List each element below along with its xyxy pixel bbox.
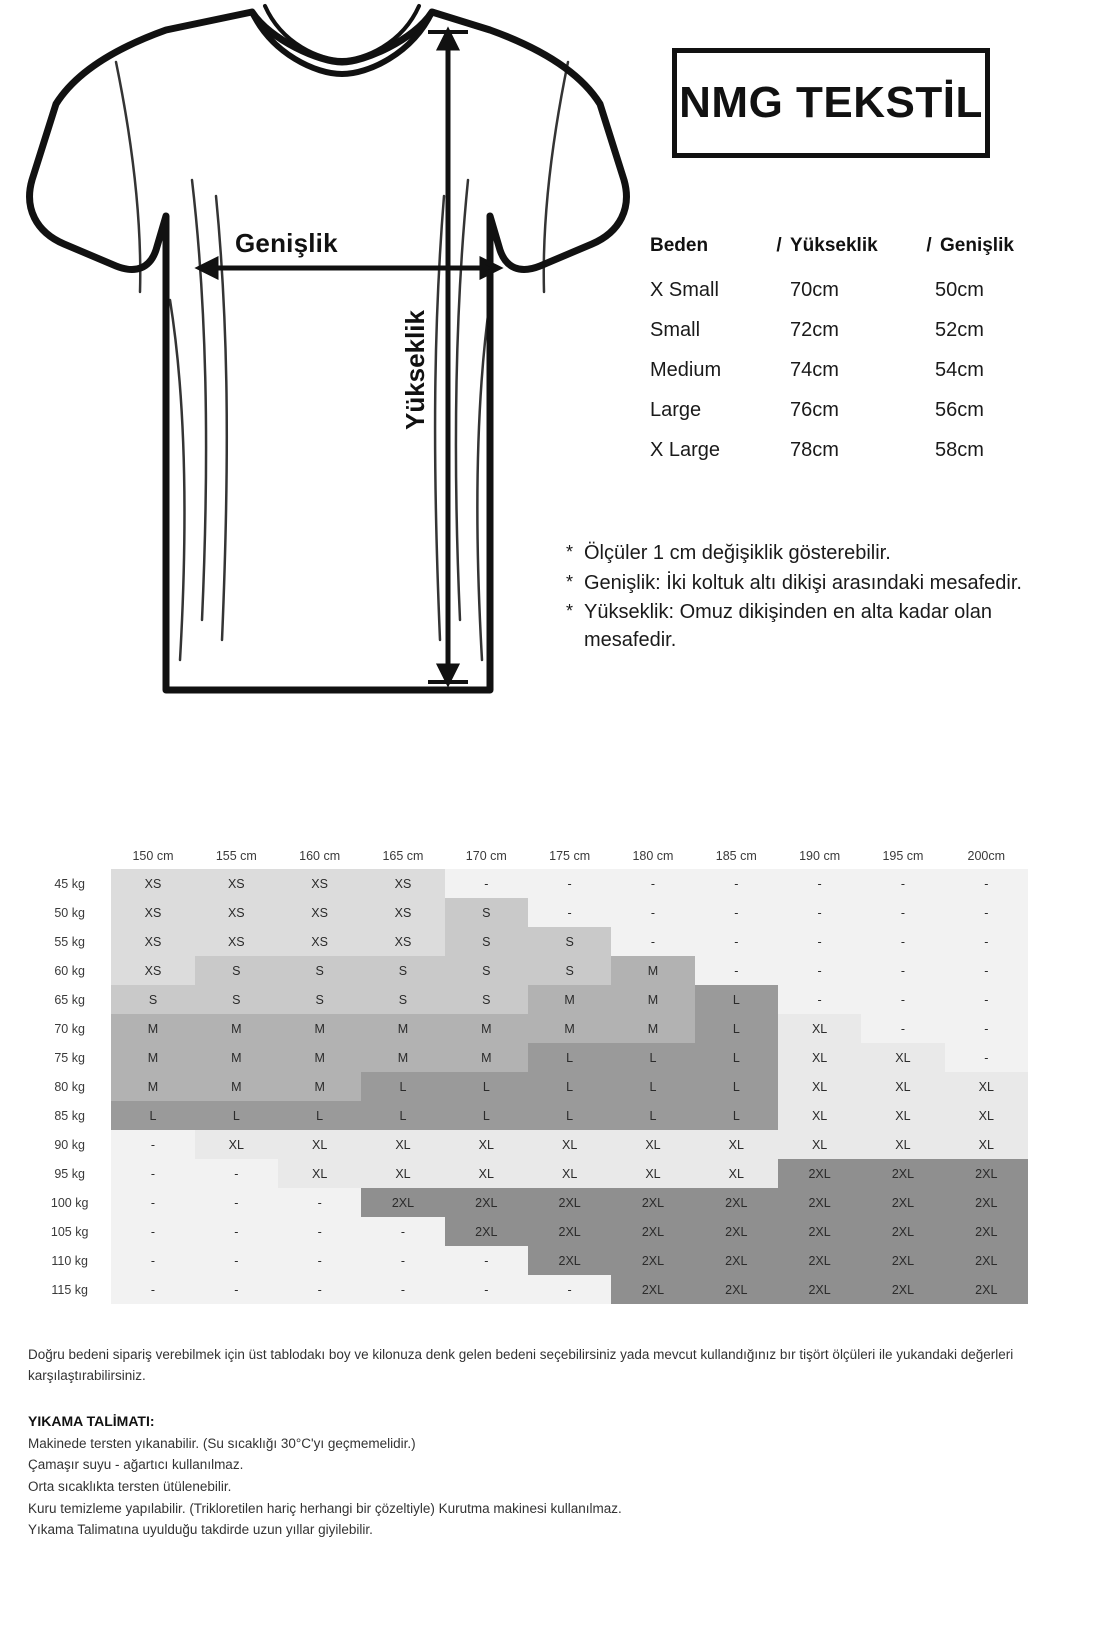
matrix-cell: L: [695, 1043, 778, 1072]
table-row: [650, 439, 1070, 479]
table-row: [28, 1188, 1028, 1217]
list-item: [566, 599, 1086, 654]
matrix-row-header: 105 kg: [50, 1224, 89, 1239]
matrix-cell: S: [445, 985, 528, 1014]
height-weight-size-matrix: [28, 843, 1028, 1304]
matrix-cell: L: [361, 1072, 444, 1101]
matrix-cell: -: [778, 898, 861, 927]
matrix-cell: -: [861, 985, 944, 1014]
matrix-cell: 2XL: [861, 1217, 944, 1246]
matrix-cell: -: [361, 1246, 444, 1275]
matrix-cell: M: [445, 1014, 528, 1043]
matrix-cell: XS: [195, 869, 278, 898]
matrix-cell: XS: [278, 898, 361, 927]
size-measurement-table: [650, 235, 1070, 479]
matrix-cell: 2XL: [445, 1217, 528, 1246]
matrix-column-header: 165 cm: [382, 849, 424, 863]
matrix-cell: XL: [528, 1159, 611, 1188]
matrix-cell: -: [778, 985, 861, 1014]
matrix-cell: XS: [278, 927, 361, 956]
wash-line: Çamaşır suyu - ağartıcı kullanılmaz.: [28, 1457, 244, 1473]
matrix-cell: -: [195, 1275, 278, 1304]
matrix-cell: M: [195, 1072, 278, 1101]
matrix-column-header: 180 cm: [632, 849, 674, 863]
matrix-cell: -: [195, 1188, 278, 1217]
matrix-cell: -: [611, 927, 694, 956]
matrix-cell: M: [611, 985, 694, 1014]
cell-width: 56cm: [935, 399, 984, 421]
brand-name: NMG TEKSTİL: [679, 78, 983, 127]
matrix-cell: L: [528, 1043, 611, 1072]
matrix-cell: M: [528, 985, 611, 1014]
matrix-row-header: 55 kg: [54, 934, 85, 949]
matrix-cell: -: [945, 1043, 1028, 1072]
matrix-cell: XS: [111, 956, 194, 985]
matrix-cell: XL: [611, 1159, 694, 1188]
matrix-column-header: 185 cm: [715, 849, 757, 863]
wash-instructions-title: YIKAMA TALİMATI:: [28, 1412, 155, 1429]
matrix-cell: XL: [778, 1072, 861, 1101]
cell-height: 76cm: [790, 399, 839, 421]
order-guidance-text: Doğru bedeni sipariş verebilmek için üst tablodakı boy ve kilonuza denk gelen bedeni seçebilirsiniz yada mevcut kullandığınız bır tişört ölçüleri ile yukandaki değerleri karşılaştırabilirsiniz.: [28, 1347, 1014, 1383]
wash-line: Makinede tersten yıkanabilir. (Su sıcaklığı 30°C'yı geçmemelidir.): [28, 1435, 416, 1451]
measurement-notes: [566, 540, 1086, 656]
table-row: [28, 898, 1028, 927]
matrix-cell: -: [861, 927, 944, 956]
matrix-cell: XL: [361, 1159, 444, 1188]
matrix-cell: -: [611, 869, 694, 898]
table-row: [28, 927, 1028, 956]
tshirt-diagram: [20, 0, 640, 730]
cell-size: X Large: [650, 439, 721, 461]
footer-instructions: [28, 1345, 1028, 1541]
note-text: Ölçüler 1 cm değişiklik gösterebilir.: [584, 542, 891, 564]
matrix-cell: XS: [111, 869, 194, 898]
brand-logo-box: [672, 48, 990, 158]
matrix-row-header: 85 kg: [54, 1108, 85, 1123]
table-row: [28, 985, 1028, 1014]
matrix-cell: M: [278, 1043, 361, 1072]
matrix-cell: 2XL: [861, 1246, 944, 1275]
matrix-cell: -: [528, 898, 611, 927]
matrix-cell: -: [611, 898, 694, 927]
matrix-cell: -: [695, 927, 778, 956]
matrix-cell: S: [111, 985, 194, 1014]
matrix-cell: 2XL: [695, 1217, 778, 1246]
matrix-cell: L: [195, 1101, 278, 1130]
cell-height: 70cm: [790, 279, 839, 301]
matrix-cell: XL: [861, 1130, 944, 1159]
table-row: [28, 1072, 1028, 1101]
matrix-cell: 2XL: [528, 1217, 611, 1246]
cell-width: 58cm: [935, 439, 984, 461]
matrix-cell: 2XL: [778, 1217, 861, 1246]
cell-width: 52cm: [935, 319, 984, 341]
matrix-row-header: 100 kg: [50, 1195, 89, 1210]
matrix-cell: S: [195, 956, 278, 985]
matrix-cell: XL: [778, 1130, 861, 1159]
matrix-cell: -: [278, 1217, 361, 1246]
matrix-column-header: 200cm: [967, 849, 1006, 863]
matrix-cell: XL: [778, 1101, 861, 1130]
size-table-header: [650, 235, 1070, 279]
bullet-icon: *: [566, 542, 574, 562]
matrix-row-header: 65 kg: [54, 992, 85, 1007]
matrix-cell: L: [695, 1072, 778, 1101]
matrix-cell: -: [278, 1246, 361, 1275]
matrix-cell: -: [695, 956, 778, 985]
matrix-cell: M: [528, 1014, 611, 1043]
matrix-cell: L: [445, 1101, 528, 1130]
matrix-cell: -: [111, 1159, 194, 1188]
matrix-cell: -: [111, 1246, 194, 1275]
matrix-cell: -: [445, 1246, 528, 1275]
matrix-cell: 2XL: [695, 1188, 778, 1217]
matrix-cell: L: [611, 1101, 694, 1130]
matrix-cell: 2XL: [945, 1188, 1028, 1217]
width-label: Genişlik: [235, 228, 338, 258]
matrix-cell: XL: [695, 1130, 778, 1159]
matrix-corner: [28, 843, 111, 869]
table-row: [650, 399, 1070, 439]
matrix-cell: 2XL: [611, 1217, 694, 1246]
matrix-cell: -: [111, 1188, 194, 1217]
matrix-table: [28, 843, 1028, 1304]
matrix-cell: L: [695, 1101, 778, 1130]
matrix-row-header: 45 kg: [54, 876, 85, 891]
matrix-cell: M: [111, 1072, 194, 1101]
matrix-column-header: 175 cm: [549, 849, 591, 863]
matrix-cell: M: [278, 1072, 361, 1101]
matrix-cell: -: [945, 985, 1028, 1014]
matrix-cell: -: [695, 869, 778, 898]
matrix-cell: M: [195, 1043, 278, 1072]
matrix-cell: L: [695, 1014, 778, 1043]
cell-width: 50cm: [935, 279, 984, 301]
matrix-cell: 2XL: [695, 1275, 778, 1304]
matrix-row-header: 95 kg: [54, 1166, 85, 1181]
wash-line: Orta sıcaklıkta tersten ütülenebilir.: [28, 1479, 232, 1495]
matrix-cell: XS: [195, 898, 278, 927]
list-item: [566, 570, 1086, 598]
matrix-cell: -: [111, 1130, 194, 1159]
matrix-cell: -: [528, 869, 611, 898]
table-row: [28, 869, 1028, 898]
header-sep-1: /: [776, 235, 782, 256]
top-section: [0, 0, 1100, 800]
cell-height: 72cm: [790, 319, 839, 341]
table-row: [28, 956, 1028, 985]
matrix-cell: -: [945, 898, 1028, 927]
matrix-cell: S: [278, 956, 361, 985]
matrix-cell: 2XL: [611, 1246, 694, 1275]
matrix-cell: M: [611, 1014, 694, 1043]
matrix-row-header: 90 kg: [54, 1137, 85, 1152]
matrix-cell: 2XL: [361, 1188, 444, 1217]
matrix-cell: -: [945, 956, 1028, 985]
matrix-column-header: 160 cm: [299, 849, 341, 863]
matrix-cell: 2XL: [778, 1159, 861, 1188]
cell-width: 54cm: [935, 359, 984, 381]
matrix-cell: M: [111, 1043, 194, 1072]
matrix-cell: -: [861, 898, 944, 927]
matrix-cell: S: [278, 985, 361, 1014]
matrix-column-header: 155 cm: [215, 849, 257, 863]
header-height: Yükseklik: [790, 235, 878, 256]
matrix-cell: -: [195, 1246, 278, 1275]
matrix-cell: L: [278, 1101, 361, 1130]
matrix-column-header: 195 cm: [882, 849, 924, 863]
matrix-row-header: 115 kg: [51, 1282, 88, 1297]
matrix-row-header: 75 kg: [54, 1050, 85, 1065]
matrix-cell: S: [361, 985, 444, 1014]
matrix-cell: -: [361, 1275, 444, 1304]
matrix-cell: XL: [445, 1130, 528, 1159]
matrix-cell: L: [445, 1072, 528, 1101]
table-row: [28, 1246, 1028, 1275]
matrix-cell: XL: [861, 1101, 944, 1130]
matrix-cell: -: [278, 1188, 361, 1217]
matrix-row-header: 110 kg: [51, 1253, 88, 1268]
matrix-cell: XS: [111, 927, 194, 956]
matrix-cell: -: [695, 898, 778, 927]
matrix-cell: S: [445, 898, 528, 927]
table-row: [650, 359, 1070, 399]
matrix-cell: 2XL: [611, 1188, 694, 1217]
table-row: [28, 1043, 1028, 1072]
matrix-cell: 2XL: [861, 1159, 944, 1188]
matrix-cell: -: [361, 1217, 444, 1246]
matrix-cell: XL: [778, 1043, 861, 1072]
matrix-row-header: 60 kg: [54, 963, 85, 978]
matrix-cell: 2XL: [861, 1275, 944, 1304]
matrix-cell: XL: [778, 1014, 861, 1043]
matrix-cell: 2XL: [778, 1188, 861, 1217]
matrix-cell: 2XL: [778, 1246, 861, 1275]
table-row: [650, 279, 1070, 319]
matrix-cell: M: [361, 1014, 444, 1043]
matrix-cell: L: [695, 985, 778, 1014]
matrix-cell: -: [861, 869, 944, 898]
matrix-cell: XL: [445, 1159, 528, 1188]
matrix-cell: -: [778, 956, 861, 985]
height-label: Yükseklik: [400, 310, 430, 430]
matrix-cell: -: [445, 1275, 528, 1304]
matrix-cell: XS: [361, 869, 444, 898]
bullet-icon: *: [566, 601, 574, 622]
matrix-cell: S: [528, 956, 611, 985]
matrix-cell: 2XL: [945, 1217, 1028, 1246]
matrix-cell: XL: [945, 1072, 1028, 1101]
matrix-cell: -: [195, 1159, 278, 1188]
matrix-cell: XS: [361, 898, 444, 927]
matrix-cell: S: [445, 956, 528, 985]
matrix-cell: L: [611, 1043, 694, 1072]
matrix-row-header: 80 kg: [54, 1079, 85, 1094]
matrix-cell: -: [111, 1275, 194, 1304]
matrix-cell: 2XL: [778, 1275, 861, 1304]
matrix-cell: 2XL: [945, 1246, 1028, 1275]
matrix-cell: L: [361, 1101, 444, 1130]
matrix-cell: M: [278, 1014, 361, 1043]
matrix-cell: -: [778, 927, 861, 956]
matrix-row-header: 50 kg: [54, 905, 85, 920]
matrix-row-header: 70 kg: [54, 1021, 85, 1036]
matrix-cell: -: [945, 1014, 1028, 1043]
matrix-cell: XS: [111, 898, 194, 927]
matrix-cell: L: [528, 1101, 611, 1130]
matrix-cell: -: [945, 869, 1028, 898]
matrix-cell: -: [445, 869, 528, 898]
matrix-cell: -: [861, 1014, 944, 1043]
matrix-cell: XL: [861, 1043, 944, 1072]
matrix-cell: XL: [945, 1130, 1028, 1159]
cell-size: X Small: [650, 279, 719, 301]
cell-size: Small: [650, 319, 701, 341]
matrix-cell: 2XL: [445, 1188, 528, 1217]
note-text: Yükseklik: Omuz dikişinden en alta kadar olan mesafedir.: [584, 601, 992, 651]
header-width: Genişlik: [940, 235, 1014, 256]
matrix-cell: XS: [278, 869, 361, 898]
matrix-cell: XL: [611, 1130, 694, 1159]
matrix-cell: -: [778, 869, 861, 898]
table-row: [28, 1130, 1028, 1159]
matrix-cell: XL: [278, 1159, 361, 1188]
matrix-cell: -: [278, 1275, 361, 1304]
matrix-cell: S: [361, 956, 444, 985]
wash-line: Kuru temizleme yapılabilir. (Trikloretilen hariç herhangi bir çözeltiyle) Kurutma makinesi kullanılmaz.: [28, 1500, 622, 1516]
matrix-cell: -: [195, 1217, 278, 1246]
matrix-cell: S: [445, 927, 528, 956]
cell-height: 78cm: [790, 439, 839, 461]
wash-line: Yıkama Talimatına uyulduğu takdirde uzun yıllar giyilebilir.: [28, 1522, 373, 1538]
matrix-cell: 2XL: [695, 1246, 778, 1275]
matrix-column-header: 190 cm: [799, 849, 841, 863]
note-text: Genişlik: İki koltuk altı dikişi arasındaki mesafedir.: [584, 571, 1022, 594]
matrix-cell: XL: [945, 1101, 1028, 1130]
matrix-cell: S: [528, 927, 611, 956]
matrix-cell: XL: [695, 1159, 778, 1188]
matrix-cell: -: [945, 927, 1028, 956]
matrix-cell: 2XL: [528, 1246, 611, 1275]
matrix-cell: 2XL: [945, 1275, 1028, 1304]
matrix-cell: -: [528, 1275, 611, 1304]
table-row: [28, 1217, 1028, 1246]
table-row: [28, 1275, 1028, 1304]
matrix-cell: S: [195, 985, 278, 1014]
table-row: [650, 319, 1070, 359]
matrix-cell: L: [111, 1101, 194, 1130]
matrix-cell: 2XL: [945, 1159, 1028, 1188]
matrix-cell: -: [111, 1217, 194, 1246]
list-item: [566, 540, 1086, 568]
table-row: [28, 1159, 1028, 1188]
matrix-cell: 2XL: [861, 1188, 944, 1217]
matrix-cell: M: [611, 956, 694, 985]
matrix-column-header: 170 cm: [465, 849, 507, 863]
matrix-cell: L: [528, 1072, 611, 1101]
cell-height: 74cm: [790, 359, 839, 381]
matrix-cell: M: [361, 1043, 444, 1072]
matrix-cell: XS: [361, 927, 444, 956]
header-size: Beden: [650, 235, 709, 256]
cell-size: Medium: [650, 359, 722, 381]
matrix-column-header: 150 cm: [132, 849, 174, 863]
matrix-cell: L: [611, 1072, 694, 1101]
matrix-cell: M: [111, 1014, 194, 1043]
matrix-cell: XL: [278, 1130, 361, 1159]
matrix-cell: XL: [528, 1130, 611, 1159]
cell-size: Large: [650, 399, 702, 421]
matrix-cell: XL: [361, 1130, 444, 1159]
table-row: [28, 1101, 1028, 1130]
bullet-icon: *: [566, 571, 574, 592]
matrix-cell: 2XL: [528, 1188, 611, 1217]
header-sep-2: /: [926, 235, 932, 256]
matrix-header-row: [28, 843, 1028, 869]
matrix-cell: XL: [195, 1130, 278, 1159]
matrix-cell: -: [861, 956, 944, 985]
table-row: [28, 1014, 1028, 1043]
matrix-cell: M: [195, 1014, 278, 1043]
matrix-cell: XL: [861, 1072, 944, 1101]
matrix-cell: M: [445, 1043, 528, 1072]
matrix-cell: 2XL: [611, 1275, 694, 1304]
matrix-cell: XS: [195, 927, 278, 956]
